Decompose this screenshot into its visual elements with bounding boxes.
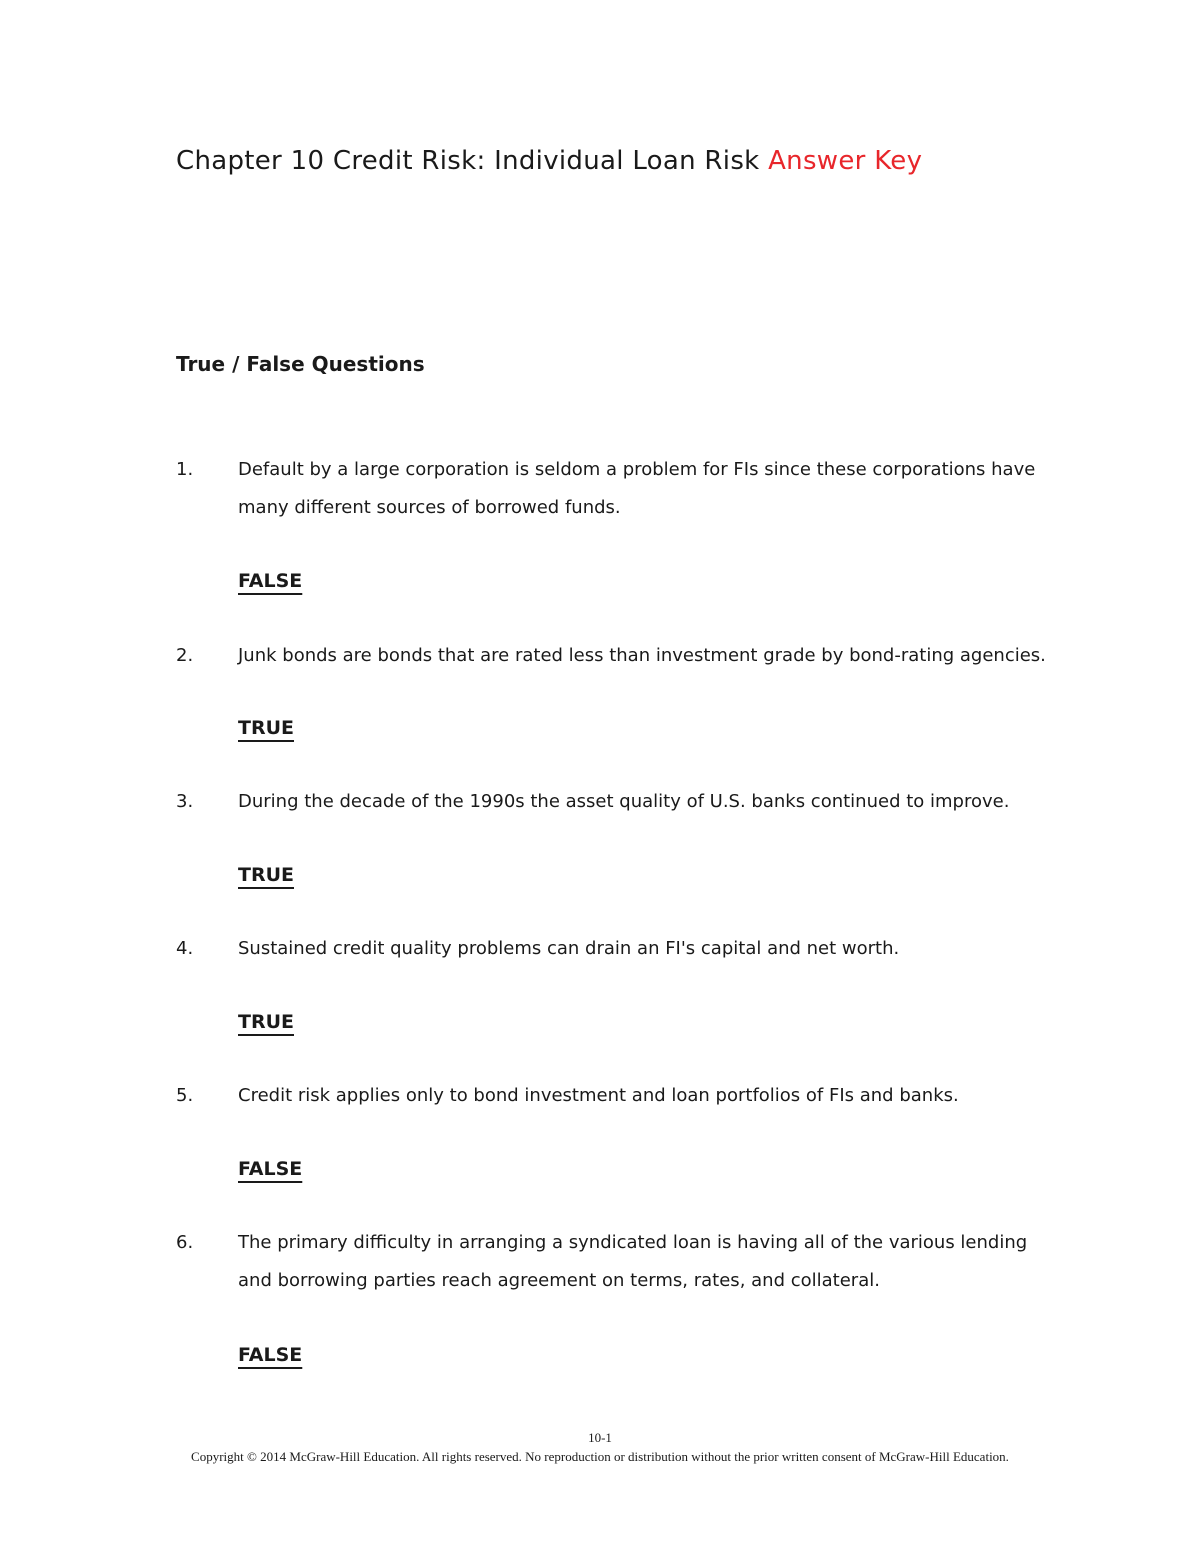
page-title-text: Chapter 10 Credit Risk: Individual Loan Risk — [176, 146, 769, 176]
question-answer: FALSE — [238, 570, 303, 592]
question-answer: TRUE — [238, 1011, 294, 1033]
question-answer: TRUE — [238, 864, 294, 886]
question-text: Sustained credit quality problems can drain an FI's capital and net worth. — [238, 938, 900, 959]
question-text: Default by a large corporation is seldom a problem for FIs since these corporations have many different sources of borrowed funds. — [238, 459, 1036, 518]
question-text: The primary difficulty in arranging a syndicated loan is having all of the various lending and borrowing parties reach agreement on terms, rates, and collateral. — [238, 1232, 1028, 1291]
question-number: 6. — [176, 1232, 194, 1253]
question-text: Credit risk applies only to bond investment and loan portfolios of FIs and banks. — [238, 1085, 959, 1106]
question-number: 4. — [176, 938, 194, 959]
question-text: During the decade of the 1990s the asset quality of U.S. banks continued to improve. — [238, 791, 1010, 812]
question-number: 3. — [176, 791, 194, 812]
question-text: Junk bonds are bonds that are rated less than investment grade by bond-rating agencies. — [238, 645, 1046, 666]
question-answer: FALSE — [238, 1344, 303, 1366]
copyright-notice: Copyright © 2014 McGraw-Hill Education. All rights reserved. No reproduction or distribution without the prior written consent of McGraw-Hill Education. — [191, 1449, 1009, 1464]
page-number: 10-1 — [588, 1430, 612, 1445]
question-number: 2. — [176, 645, 194, 666]
question-number: 5. — [176, 1085, 194, 1106]
question-number: 1. — [176, 459, 194, 480]
section-heading: True / False Questions — [176, 352, 425, 376]
page-title — [176, 146, 922, 176]
question-answer: TRUE — [238, 717, 294, 739]
answer-key-label: Answer Key — [768, 146, 923, 176]
question-answer: FALSE — [238, 1158, 303, 1180]
